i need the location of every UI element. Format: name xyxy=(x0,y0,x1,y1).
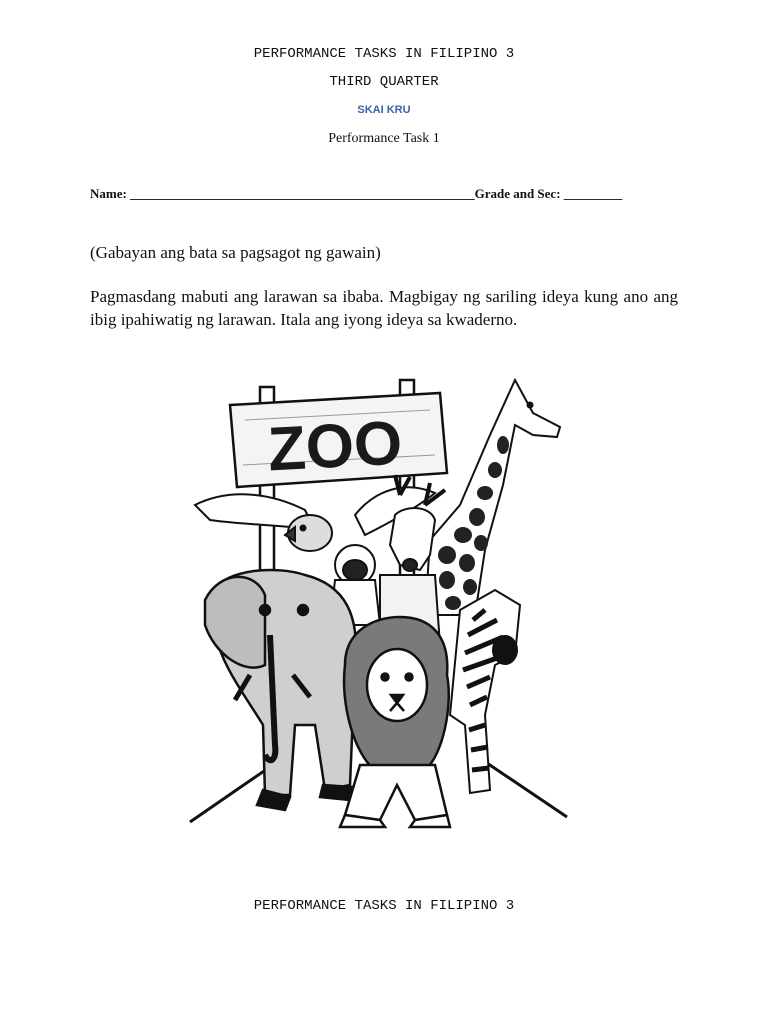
instructions-paragraph: Pagmasdang mabuti ang larawan sa ibaba. Magbigay ng sariling ideya kung ano ang ibig ipahiwatig ng larawan. Itala ang iyong ideya sa kwaderno. xyxy=(90,287,678,329)
zoo-sign-board xyxy=(230,393,447,487)
zebra xyxy=(450,590,520,793)
name-blank: _____________________________________________________ xyxy=(130,186,475,201)
zoo-animals-illustration xyxy=(185,365,575,830)
grade-blank: _________ xyxy=(563,186,623,201)
name-label: Name: xyxy=(90,186,127,201)
task-title: Performance Task 1 xyxy=(328,131,440,146)
grade-label: Grade and Sec: xyxy=(474,186,561,201)
elephant xyxy=(205,570,356,810)
sign-text: ZOO xyxy=(266,408,404,485)
footer-title: PERFORMANCE TASKS IN FILIPINO 3 xyxy=(253,898,515,914)
guidance-note: (Gabayan ang bata sa pagsagot ng gawain) xyxy=(90,243,381,262)
page-title: PERFORMANCE TASKS IN FILIPINO 3 xyxy=(253,46,515,62)
author-label: SKAI KRU xyxy=(357,104,411,116)
giraffe xyxy=(425,380,560,615)
quarter-label: THIRD QUARTER xyxy=(329,74,439,90)
lion xyxy=(340,617,450,827)
name-grade-row xyxy=(90,186,622,202)
